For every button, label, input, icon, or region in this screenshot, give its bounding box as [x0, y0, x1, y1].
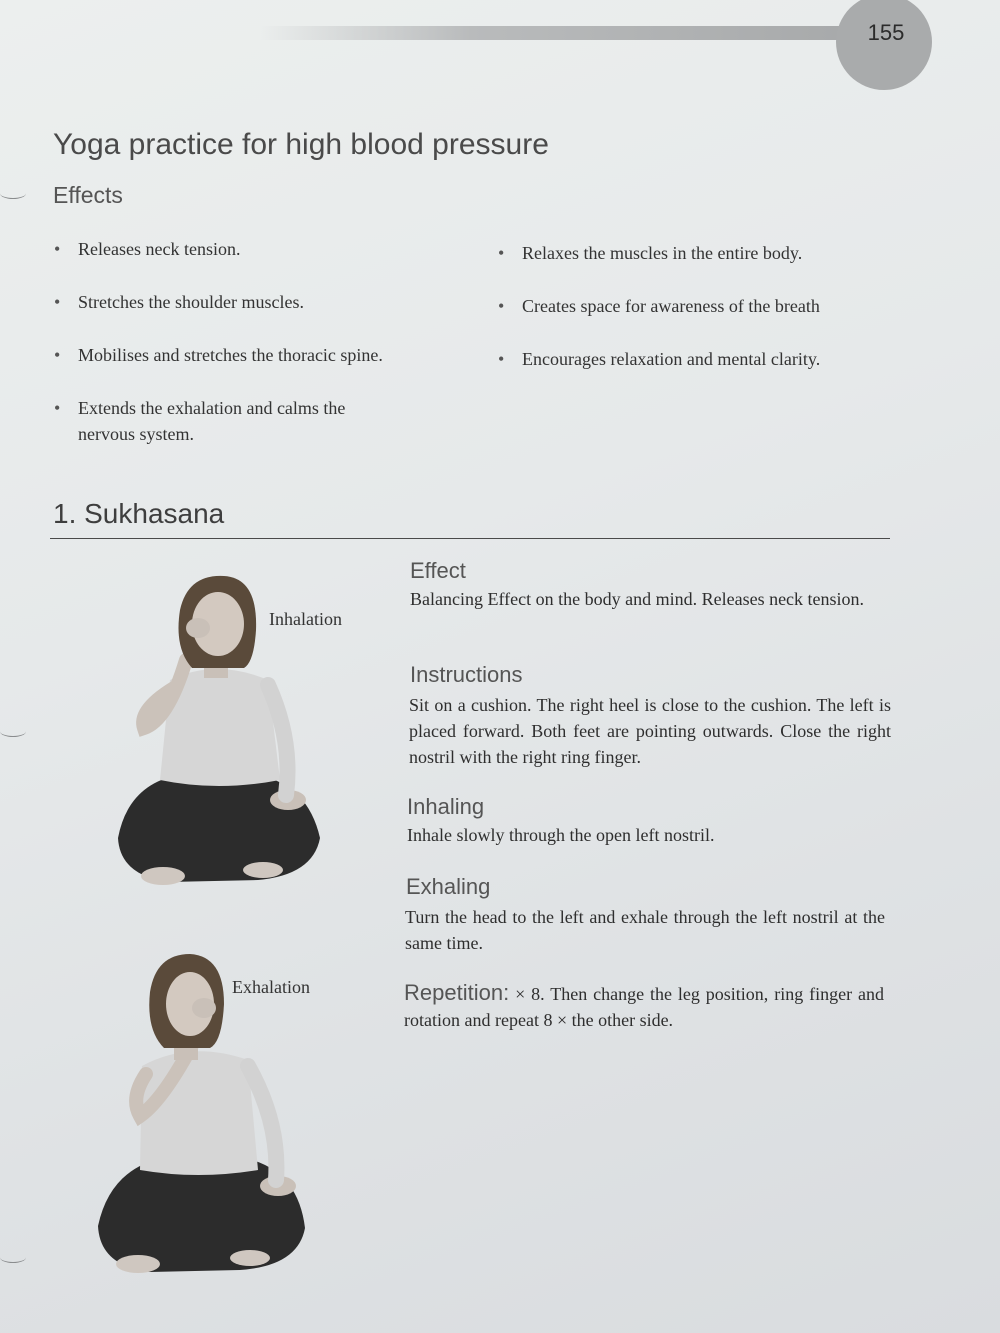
list-item: • Encourages relaxation and mental clarity.: [498, 346, 898, 372]
instructions-text: Sit on a cushion. The right heel is close to the cushion. The left is placed forward. Both feet are pointing outwards. Close the right nostril with the right ring finger.: [409, 695, 891, 767]
exhalation-figure: [90, 948, 320, 1283]
inhalation-label: Inhalation: [269, 609, 342, 629]
header-rule: [260, 26, 860, 40]
exhalation-label: Exhalation: [232, 977, 310, 997]
margin-mark: [0, 726, 26, 737]
inhaling-text: Inhale slowly through the open left nostril.: [407, 825, 715, 845]
inhaling-heading: Inhaling: [407, 794, 485, 819]
repetition-paragraph: [404, 980, 884, 1033]
section-rule: [50, 538, 890, 539]
effects-list-left: [54, 236, 414, 474]
page-title: Yoga practice for high blood pressure: [53, 128, 549, 161]
list-item: • Extends the exhalation and calms the nervous system.: [54, 395, 378, 447]
list-item: • Mobilises and stretches the thoracic spine.: [54, 342, 414, 368]
effects-list-right: [498, 240, 898, 399]
effects-heading: Effects: [53, 182, 123, 208]
list-item: • Relaxes the muscles in the entire body.: [498, 240, 898, 266]
page-number: 155: [867, 20, 905, 45]
effect-text: Balancing Effect on the body and mind. Releases neck tension.: [410, 589, 865, 609]
margin-mark: [0, 188, 26, 199]
repetition-label: Repetition:: [404, 980, 510, 1005]
margin-mark: [0, 1252, 26, 1263]
list-item: • Releases neck tension.: [54, 236, 414, 262]
section-heading: 1. Sukhasana: [53, 498, 225, 529]
exhaling-text: Turn the head to the left and exhale through the left nostril at the same time.: [405, 907, 885, 953]
instructions-heading: Instructions: [410, 662, 523, 687]
list-item: • Stretches the shoulder muscles.: [54, 289, 414, 315]
exhaling-heading: Exhaling: [406, 874, 491, 899]
list-item: • Creates space for awareness of the breath: [498, 293, 898, 319]
repetition-text: × 8. Then change the leg position, ring finger and rotation and repeat 8 × the other side.: [404, 984, 884, 1030]
effect-heading: Effect: [410, 558, 466, 583]
